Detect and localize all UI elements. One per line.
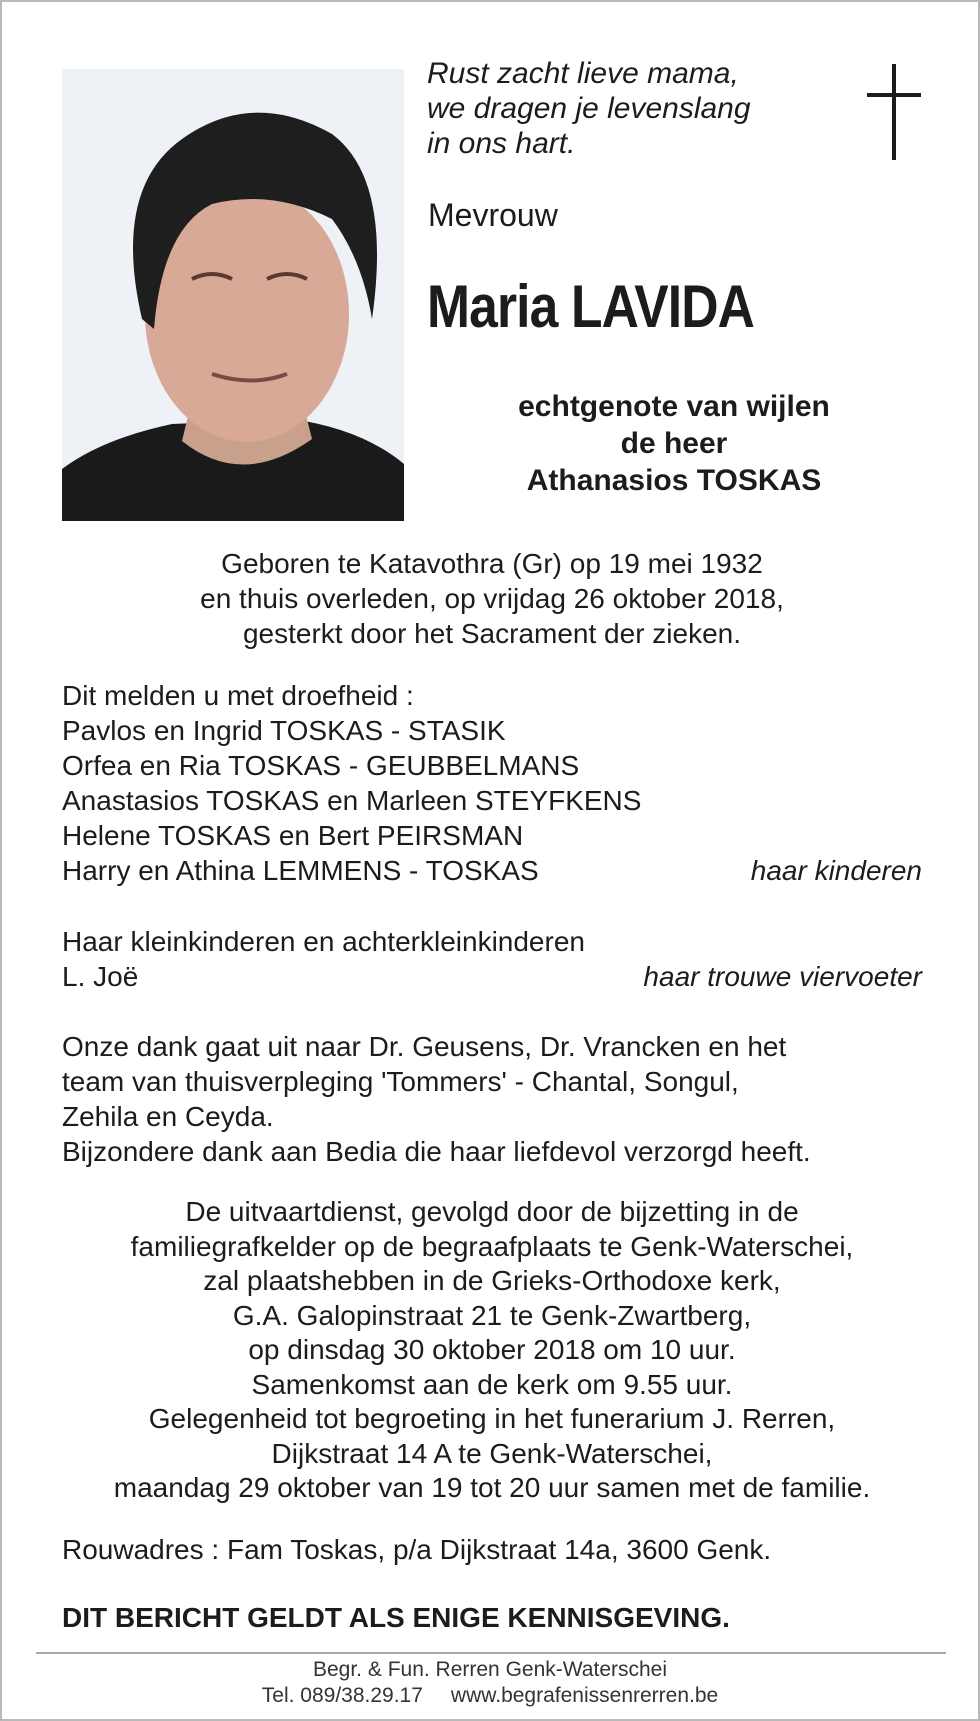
birth-death-block [42, 546, 942, 651]
ceremony-line: Gelegenheid tot begroeting in het funerarium J. Rerren, [148, 1403, 836, 1434]
children-label: haar kinderen [750, 855, 922, 886]
motto-line: in ons hart. [427, 127, 576, 160]
ceremony-line: familiegrafkelder op de begraafplaats te Genk-Waterschei, [130, 1230, 854, 1262]
birth-death-line: Geboren te Katavothra (Gr) op 19 mei 1932 [221, 548, 763, 579]
footer-contact [2, 1684, 978, 1708]
portrait-photo [62, 69, 404, 521]
ceremony-line: De uitvaartdienst, gevolgd door de bijzetting in de [185, 1196, 799, 1227]
mourner-name: Helene TOSKAS en Bert PEIRSMAN [62, 820, 524, 851]
motto-line: we dragen je levenslang [427, 92, 751, 125]
birth-death-line: gesterkt door het Sacrament der zieken. [242, 618, 742, 649]
birth-death-line: en thuis overleden, op vrijdag 26 oktober 2018, [200, 583, 784, 614]
mourner-name: Anastasios TOSKAS en Marleen STEYFKENS [62, 785, 642, 816]
grandchildren-line: Haar kleinkinderen en achterkleinkinderen [62, 926, 585, 957]
ceremony-line: G.A. Galopinstraat 21 te Genk-Zwartberg, [232, 1299, 752, 1331]
spouse-line: echtgenote van wijlen [518, 390, 830, 423]
mourners-block [62, 678, 922, 888]
thanks-line: Onze dank gaat uit naar Dr. Geusens, Dr. Vrancken en het [62, 1031, 787, 1062]
funeral-home-name: Begr. & Fun. Rerren Genk-Waterschei [312, 1658, 668, 1681]
spouse-line: de heer [620, 427, 728, 460]
ceremony-line: Dijkstraat 14 A te Genk-Waterschei, [271, 1437, 713, 1469]
pet-name: L. Joë [62, 961, 139, 992]
ceremony-line: Samenkomst aan de kerk om 9.55 uur. [251, 1368, 733, 1400]
mourners-intro: Dit melden u met droefheid : [62, 680, 414, 711]
mourner-name: Orfea en Ria TOSKAS - GEUBBELMANS [62, 750, 580, 781]
thanks-line: team van thuisverpleging 'Tommers' - Chantal, Songul, [62, 1066, 739, 1097]
footer-phone: Tel. 089/38.29.17 [261, 1684, 423, 1707]
ceremony-line: op dinsdag 30 oktober 2018 om 10 uur. [248, 1334, 736, 1365]
salutation: Mevrouw [428, 197, 558, 233]
thanks-line: Bijzondere dank aan Bedia die haar liefdevol verzorgd heeft. [62, 1136, 811, 1167]
mourner-name: Pavlos en Ingrid TOSKAS - STASIK [62, 715, 506, 746]
footer-divider [36, 1652, 946, 1654]
spouse-block [454, 388, 894, 499]
deceased-name: Maria LAVIDA [427, 273, 755, 340]
pet-row [62, 959, 922, 994]
thanks-block [62, 1029, 922, 1169]
grandchildren-block [62, 924, 922, 994]
footer-website: www.begrafenissenrerren.be [450, 1684, 719, 1707]
ceremony-line: zal plaatshebben in de Grieks-Orthodoxe kerk, [203, 1265, 781, 1296]
notice-text: DIT BERICHT GELDT ALS ENIGE KENNISGEVING. [62, 1602, 730, 1633]
cross-icon [864, 64, 924, 164]
spouse-line: Athanasios TOSKAS [526, 464, 822, 497]
ceremony-block [42, 1195, 942, 1506]
ceremony-line: maandag 29 oktober van 19 tot 20 uur samen met de familie. [113, 1472, 871, 1503]
pet-label: haar trouwe viervoeter [643, 961, 922, 992]
mourner-name: Harry en Athina LEMMENS - TOSKAS [62, 855, 539, 886]
mourning-address: Rouwadres : Fam Toskas, p/a Dijkstraat 14a, 3600 Genk. [62, 1534, 772, 1565]
motto-line: Rust zacht lieve mama, [427, 57, 739, 90]
mourner-row-last [62, 853, 922, 888]
motto-text [427, 56, 787, 161]
thanks-line: Zehila en Ceyda. [62, 1101, 274, 1132]
